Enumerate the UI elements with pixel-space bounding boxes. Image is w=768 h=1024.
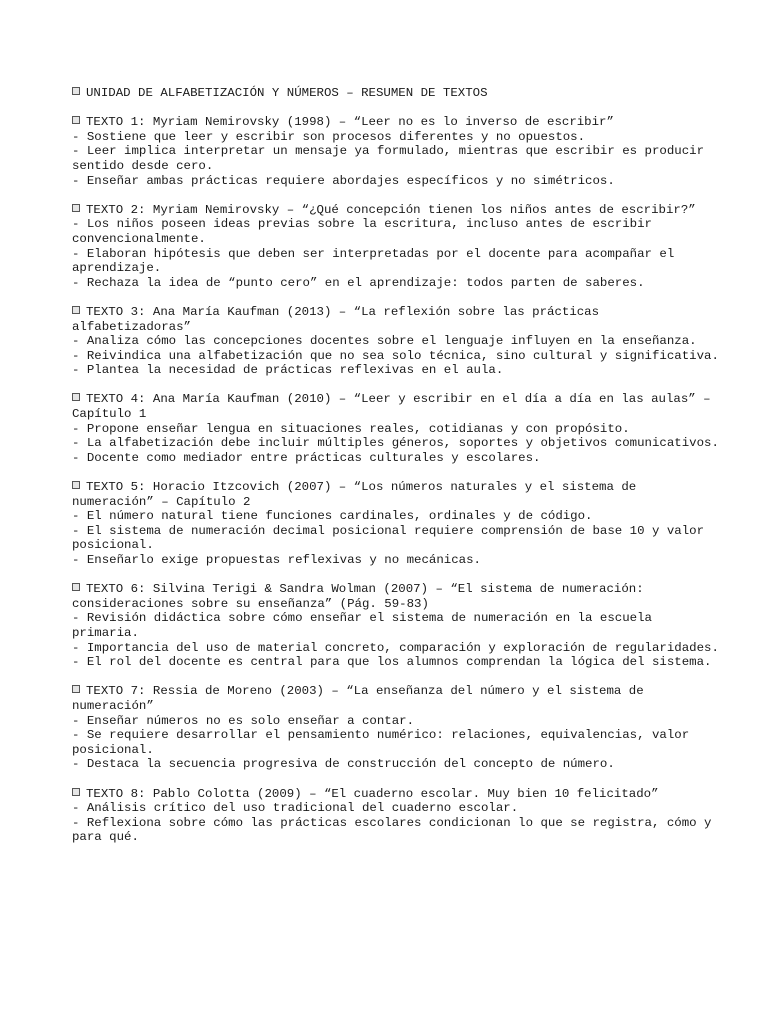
square-bullet-icon xyxy=(72,116,80,124)
summary-point: - Los niños poseen ideas previas sobre la escritura, incluso antes de escribir convencionalmente. xyxy=(72,217,660,246)
text-summary-section xyxy=(72,480,722,568)
text-summary-section xyxy=(72,392,722,465)
section-heading xyxy=(72,684,722,713)
square-bullet-icon xyxy=(72,393,80,401)
square-bullet-icon xyxy=(72,204,80,212)
text-summary-section xyxy=(72,203,722,291)
summary-point: - Docente como mediador entre prácticas culturales y escolares. xyxy=(72,450,541,465)
square-bullet-icon xyxy=(72,583,80,591)
section-heading-text: TEXTO 6: Silvina Terigi & Sandra Wolman (2007) – “El sistema de numeración: consideraciones sobre su enseñanza” (Pág. 59-83) xyxy=(72,582,652,611)
summary-point: - Reivindica una alfabetización que no sea solo técnica, sino cultural y significativa. xyxy=(72,348,719,363)
summary-point: - Plantea la necesidad de prácticas reflexivas en el aula. xyxy=(72,363,504,378)
summary-point: - Sostiene que leer y escribir son procesos diferentes y no opuestos. xyxy=(72,129,586,144)
summary-point: - Rechaza la idea de “punto cero” en el aprendizaje: todos parten de saberes. xyxy=(72,275,645,290)
summary-point: - El rol del docente es central para que los alumnos comprendan la lógica del sistema. xyxy=(72,655,712,670)
summary-point: - Enseñar números no es solo enseñar a contar. xyxy=(72,713,415,728)
section-heading xyxy=(72,480,722,509)
square-bullet-icon xyxy=(72,306,80,314)
square-bullet-icon xyxy=(72,788,80,796)
sections-list xyxy=(72,115,722,845)
section-heading-text: TEXTO 8: Pablo Colotta (2009) – “El cuaderno escolar. Muy bien 10 felicitado” xyxy=(86,786,659,801)
summary-point: - Elaboran hipótesis que deben ser interpretadas por el docente para acompañar el aprendizaje. xyxy=(72,246,682,276)
text-summary-section xyxy=(72,305,722,378)
text-summary-section xyxy=(72,684,722,772)
section-heading-text: TEXTO 5: Horacio Itzcovich (2007) – “Los números naturales y el sistema de numeración” – Capítulo 2 xyxy=(72,480,644,509)
summary-point: - Reflexiona sobre cómo las prácticas escolares condicionan lo que se registra, cómo y para qué. xyxy=(72,815,719,845)
summary-point: - El número natural tiene funciones cardinales, ordinales y de código. xyxy=(72,509,593,524)
section-heading xyxy=(72,787,722,802)
square-bullet-icon xyxy=(72,87,80,95)
summary-point: - Se requiere desarrollar el pensamiento numérico: relaciones, equivalencias, valor posicional. xyxy=(72,728,697,757)
summary-point: - El sistema de numeración decimal posicional requiere comprensión de base 10 y valor posicional. xyxy=(72,523,712,553)
text-summary-section xyxy=(72,115,722,188)
document-title xyxy=(72,86,722,101)
section-heading-text: TEXTO 3: Ana María Kaufman (2013) – “La reflexión sobre las prácticas alfabetizadoras” xyxy=(72,304,607,334)
document-page xyxy=(72,86,722,859)
summary-point: - Importancia del uso de material concreto, comparación y exploración de regularidades. xyxy=(72,640,719,655)
summary-point: - La alfabetización debe incluir múltiples géneros, soportes y objetivos comunicativos. xyxy=(72,436,719,451)
summary-point: - Propone enseñar lengua en situaciones reales, cotidianas y con propósito. xyxy=(72,421,630,436)
document-title-text: UNIDAD DE ALFABETIZACIÓN Y NÚMEROS – RESUMEN DE TEXTOS xyxy=(86,86,488,100)
square-bullet-icon xyxy=(72,685,80,693)
summary-point: - Destaca la secuencia progresiva de construcción del concepto de número. xyxy=(72,757,615,772)
summary-point: - Análisis crítico del uso tradicional del cuaderno escolar. xyxy=(72,801,519,816)
summary-point: - Enseñar ambas prácticas requiere abordajes específicos y no simétricos. xyxy=(72,173,615,188)
section-heading-text: TEXTO 1: Myriam Nemirovsky (1998) – “Leer no es lo inverso de escribir” xyxy=(86,115,614,130)
section-heading xyxy=(72,582,722,611)
text-summary-section xyxy=(72,582,722,670)
section-heading xyxy=(72,392,722,421)
summary-point: - Analiza cómo las concepciones docentes sobre el lenguaje influyen en la enseñanza. xyxy=(72,334,697,349)
text-summary-section xyxy=(72,787,722,845)
section-heading-text: TEXTO 7: Ressia de Moreno (2003) – “La enseñanza del número y el sistema de numeración” xyxy=(72,684,652,713)
section-heading xyxy=(72,115,722,130)
section-heading-text: TEXTO 2: Myriam Nemirovsky – “¿Qué concepción tienen los niños antes de escribir?” xyxy=(86,202,696,217)
summary-point: - Enseñarlo exige propuestas reflexivas y no mecánicas. xyxy=(72,553,481,567)
section-heading xyxy=(72,203,722,218)
section-heading-text: TEXTO 4: Ana María Kaufman (2010) – “Leer y escribir en el día a día en las aulas” – Capítulo 1 xyxy=(72,392,719,422)
summary-point: - Revisión didáctica sobre cómo enseñar el sistema de numeración en la escuela primaria. xyxy=(72,611,660,640)
summary-point: - Leer implica interpretar un mensaje ya formulado, mientras que escribir es producir sentido desde cero. xyxy=(72,144,712,173)
square-bullet-icon xyxy=(72,481,80,489)
section-heading xyxy=(72,305,722,334)
